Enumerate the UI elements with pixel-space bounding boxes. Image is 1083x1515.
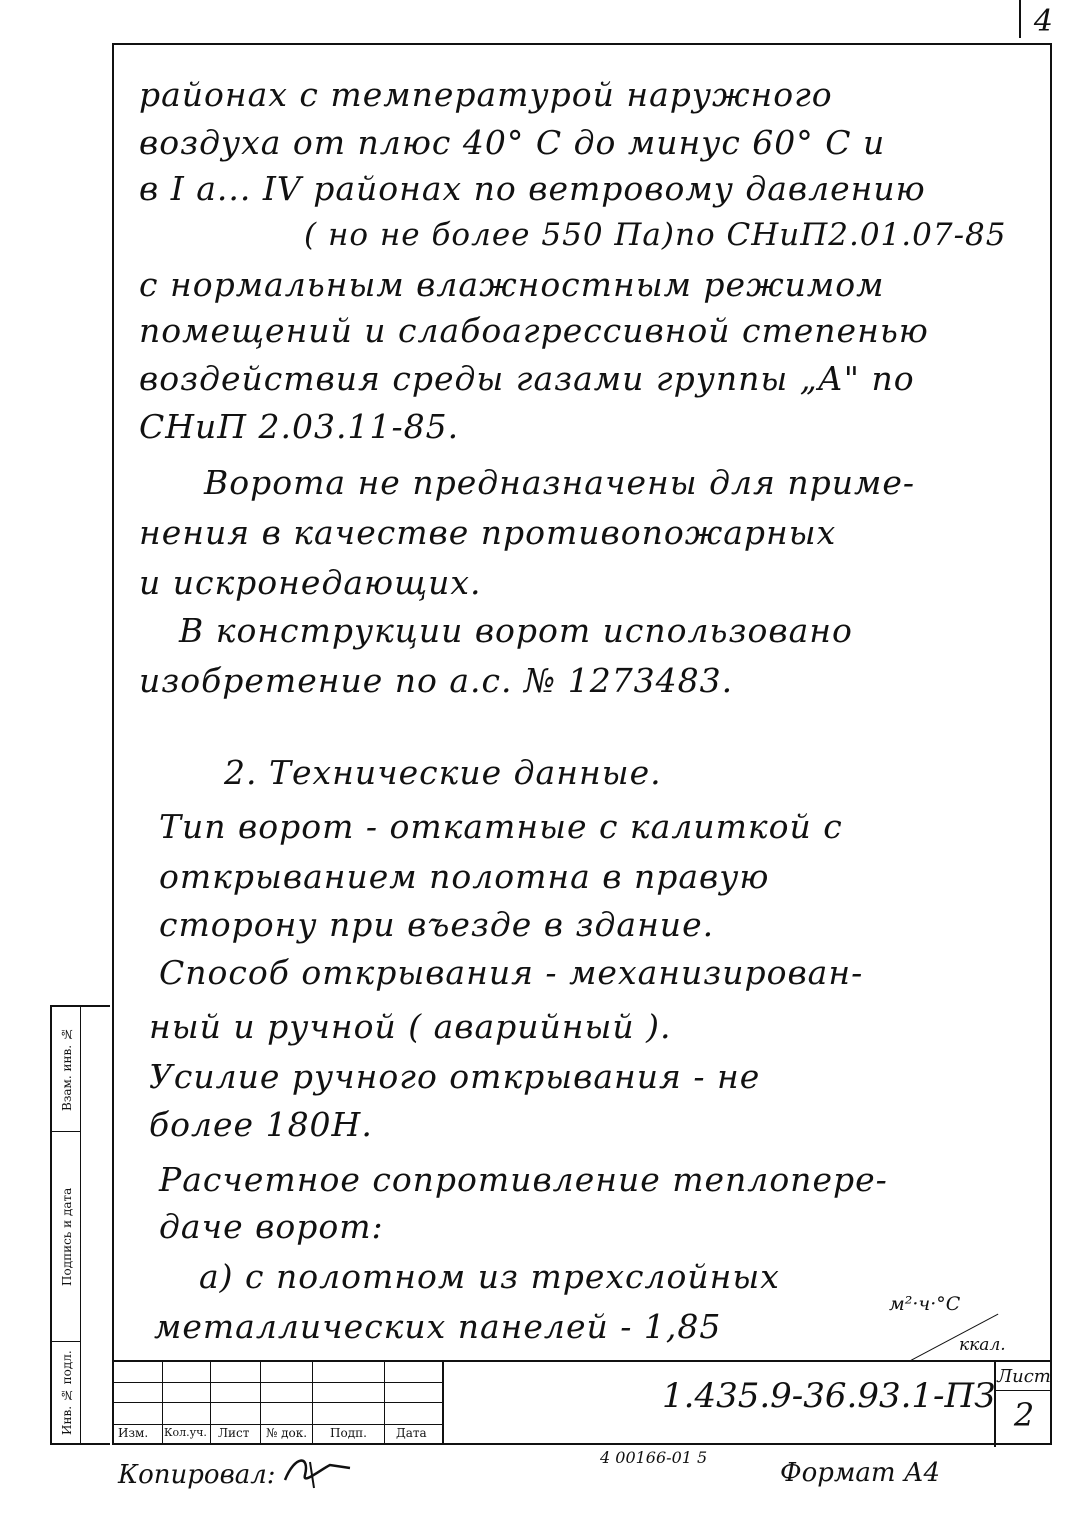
stamp-col-3 <box>260 1362 261 1445</box>
stamp-col-1 <box>162 1362 163 1445</box>
text-line-8: СНиП 2.03.11-85. <box>139 407 460 446</box>
text-line-10: нения в качестве противопожарных <box>139 513 837 552</box>
text-line-2: воздуха от плюс 40° С до минус 60° С и <box>139 123 886 162</box>
stamp-col-4 <box>312 1362 313 1445</box>
text-line-17: сторону при въезде в здание. <box>159 905 715 944</box>
text-line-12: В конструкции ворот использовано <box>179 611 853 650</box>
text-line-13: изобретение по а.с. № 1273483. <box>139 661 734 700</box>
copied-by-label: Копировал: <box>118 1460 276 1490</box>
text-line-3: в I а... IV районах по ветровому давлению <box>139 169 926 208</box>
stamp-col-2 <box>210 1362 211 1445</box>
order-number: 4 00166-01 5 <box>600 1448 708 1467</box>
stamp-label-list: Лист <box>218 1426 250 1440</box>
stamp-label-doc: № док. <box>266 1426 308 1440</box>
stamp-row-3 <box>112 1424 442 1425</box>
stamp-label-podp: Подп. <box>330 1426 367 1440</box>
text-line-9: Ворота не предназначены для приме- <box>204 463 916 502</box>
text-line-20: Усилие ручного открывания - не <box>149 1057 761 1096</box>
text-line-21: более 180Н. <box>149 1105 373 1144</box>
side-cell-3 <box>52 1342 80 1443</box>
text-line-25: металлических панелей - 1,85 <box>154 1307 722 1346</box>
text-line-1: районах с температурой наружного <box>139 75 833 114</box>
stamp-row-2 <box>112 1402 442 1403</box>
side-cell-2 <box>52 1132 80 1342</box>
side-text-podpis: Подпись и дата <box>60 1187 74 1287</box>
sheet-box-divider <box>996 1390 1052 1391</box>
text-line-19: ный и ручной ( аварийный ). <box>149 1007 672 1046</box>
text-line-22: Расчетное сопротивление теплопере- <box>159 1160 888 1199</box>
text-line-11: и искронедающих. <box>139 563 482 602</box>
text-line-23: даче ворот: <box>159 1207 384 1246</box>
sheet-number-box <box>994 1362 1052 1447</box>
unit-denominator: ккал. <box>959 1335 1006 1355</box>
text-line-7: воздействия среды газами группы „А" по <box>139 359 915 398</box>
format-label: Формат А4 <box>780 1458 941 1488</box>
section-heading: 2. Технические данные. <box>224 753 662 792</box>
side-divider <box>80 1007 81 1443</box>
side-text-inv: Инв. № подл. <box>60 1350 74 1435</box>
side-strip <box>50 1005 110 1445</box>
stamp-label-izm: Изм. <box>118 1426 149 1440</box>
text-line-15: Тип ворот - откатные с калиткой с <box>159 807 843 846</box>
text-line-24: а) с полотном из трехслойных <box>199 1257 780 1296</box>
side-cell-1 <box>52 1007 80 1132</box>
text-line-5: с нормальным влажностным режимом <box>139 265 885 304</box>
sheet-number: 2 <box>1013 1396 1035 1434</box>
unit-numerator: м²·ч·°С <box>889 1293 961 1315</box>
document-designation: 1.435.9-36.93.1-ПЗ <box>662 1376 996 1416</box>
sheet-label: Лист <box>997 1366 1051 1387</box>
text-line-18: Способ открывания - механизирован- <box>159 953 864 992</box>
title-block <box>112 1360 1052 1445</box>
stamp-row-1 <box>112 1382 442 1383</box>
document-sheet <box>112 43 1052 1445</box>
stamp-col-5 <box>384 1362 385 1445</box>
text-line-16: открыванием полотна в правую <box>159 857 770 896</box>
text-line-6: помещений и слабоагрессивной степенью <box>139 311 929 350</box>
stamp-col-6 <box>442 1362 444 1445</box>
stamp-label-data: Дата <box>396 1426 427 1440</box>
stamp-label-kol: Кол.уч. <box>164 1426 207 1439</box>
text-line-4: ( но не более 550 Па)по СНиП2.01.07-85 <box>304 217 1007 253</box>
copier-signature <box>280 1450 360 1490</box>
page-number-mark: 4 <box>1033 4 1053 39</box>
side-text-vzam: Взам. инв. № <box>60 1027 74 1112</box>
corner-mark <box>1019 0 1021 38</box>
